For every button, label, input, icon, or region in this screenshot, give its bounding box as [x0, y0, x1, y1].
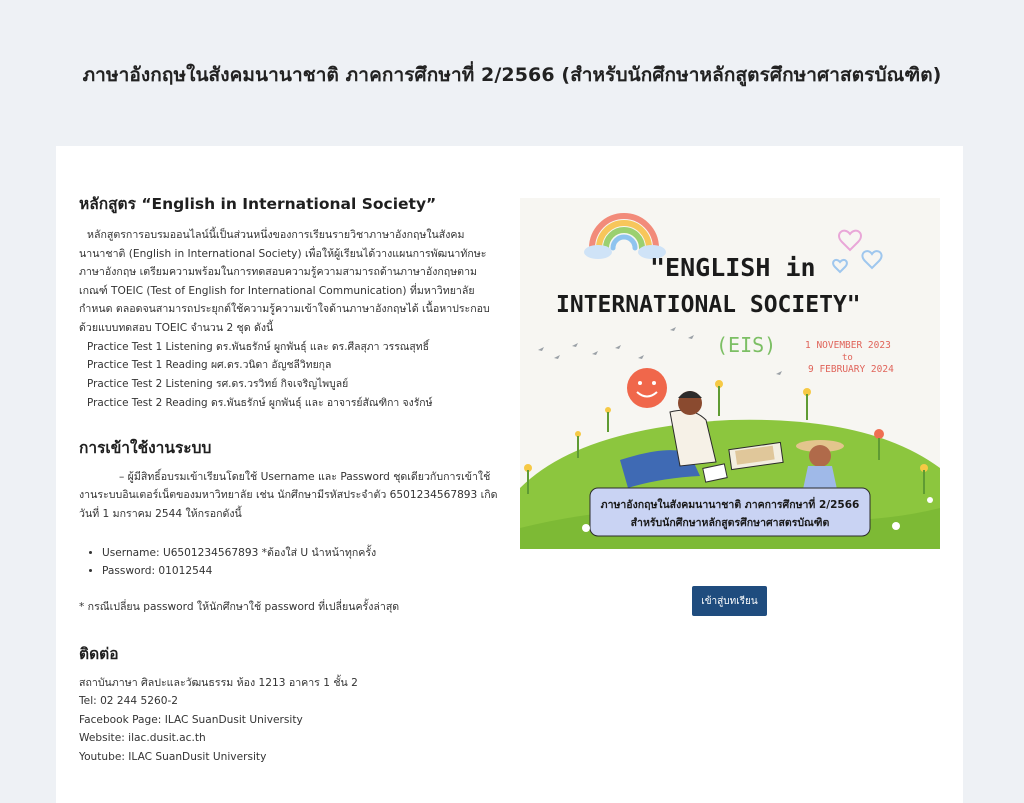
practice-test-list	[79, 338, 499, 413]
intro-line: นานาชาติ (English in International Society) เพื่อให้ผู้เรียนได้วางแผนการพัฒนาทักษะ	[79, 247, 487, 260]
main-content	[56, 146, 963, 803]
right-gutter	[963, 146, 1024, 803]
course-poster	[520, 198, 940, 549]
access-heading: การเข้าใช้งานระบบ	[79, 438, 212, 457]
page-header	[0, 0, 1024, 146]
access-instructions	[79, 468, 499, 524]
intro-line: ภาษาอังกฤษ เตรียมความพร้อมในการทดสอบความรู้ความสามารถด้านภาษาอังกฤษตาม	[79, 266, 477, 279]
enter-lesson-button[interactable]: เข้าสู่บทเรียน	[692, 586, 767, 616]
contact-tel: Tel: 02 244 5260-2	[79, 695, 179, 708]
password-example: • Password: 01012544	[102, 562, 499, 581]
course-heading: หลักสูตร “English in International Society”	[79, 195, 437, 213]
credentials-list	[79, 544, 499, 581]
course-intro	[79, 226, 499, 338]
smiley-sun-icon	[627, 368, 667, 408]
intro-line: หลักสูตรการอบรมออนไลน์นี้เป็นส่วนหนึ่งของการเรียนรายวิชาภาษาอังกฤษในสังคม	[87, 229, 465, 241]
contact-facebook: Facebook Page: ILAC SuanDusit University	[79, 713, 303, 726]
poster-title-line2: INTERNATIONAL SOCIETY"	[556, 292, 861, 318]
username-example: • Username: U6501234567893 *ต้องใส่ U นำหน้าทุกครั้ง	[102, 544, 499, 563]
practice-test-item: Practice Test 1 Listening ดร.พันธรักษ์ ผูกพันธุ์ และ ดร.ศีลสุภา วรรณสุทธิ์	[87, 340, 429, 353]
poster-caption-line2: สำหรับนักศึกษาหลักสูตรศึกษาศาสตรบัณฑิต	[630, 517, 830, 529]
poster-abbr: (EIS)	[716, 333, 777, 357]
intro-line: ด้วยแบบทดสอบ TOEIC จำนวน 2 ชุด ดังนี้	[79, 321, 274, 334]
password-note: * กรณีเปลี่ยน password ให้นักศึกษาใช้ password ที่เปลี่ยนครั้งล่าสุด	[79, 600, 400, 613]
poster-title-line1: "ENGLISH in	[650, 253, 816, 282]
poster-caption-line1: ภาษาอังกฤษในสังคมนานาชาติ ภาคการศึกษาที่ 2/2566	[600, 499, 860, 511]
poster-caption	[590, 488, 870, 536]
course-info-column	[79, 191, 499, 767]
poster-date-to: to	[842, 353, 853, 363]
contact-address: สถาบันภาษา ศิลปะและวัฒนธรรม ห้อง 1213 อาคาร 1 ชั้น 2	[79, 676, 358, 689]
page-title: ภาษาอังกฤษในสังคมนานาชาติ ภาคการศึกษาที่ 2/2566 (สำหรับนักศึกษาหลักสูตรศึกษาศาสตรบัณฑิต)	[82, 64, 942, 86]
practice-test-item: Practice Test 1 Reading ผศ.ดร.วนิดา อัญชลีวิทยกุล	[87, 359, 332, 372]
access-line: – ผู้มีสิทธิ์อบรมเข้าเรียนโดยใช้ Username และ Password ชุดเดียวกับการเข้าใช้	[119, 470, 491, 483]
intro-line: กำหนด ตลอดจนสามารถประยุกต์ใช้ความรู้ความเข้าใจด้านภาษาอังกฤษได้ เนื้อหาประกอบ	[79, 303, 490, 316]
practice-test-item: Practice Test 2 Reading ดร.พันธรักษ์ ผูกพันธุ์ และ อาจารย์สัณฑิกา จงรักษ์	[87, 396, 433, 409]
poster-illustration	[520, 198, 940, 549]
left-gutter	[0, 146, 56, 803]
access-line: วันที่ 1 มกราคม 2544 ให้กรอกดังนี้	[79, 507, 242, 520]
contact-youtube: Youtube: ILAC SuanDusit University	[79, 750, 267, 763]
contact-website: Website: ilac.dusit.ac.th	[79, 732, 206, 745]
intro-line: เกณฑ์ TOEIC (Test of English for International Communication) ที่มหาวิทยาลัย	[79, 284, 475, 297]
practice-test-item: Practice Test 2 Listening รศ.ดร.วรวิทย์ กิจเจริญไพบูลย์	[87, 378, 349, 391]
access-line: งานระบบอินเตอร์เน็ตของมหาวิทยาลัย เช่น นักศึกษามีรหัสประจำตัว 6501234567893 เกิด	[79, 489, 498, 502]
poster-date-start: 1 NOVEMBER 2023	[805, 340, 891, 351]
contact-info	[79, 674, 499, 767]
poster-date-end: 9 FEBRUARY 2024	[808, 364, 894, 375]
contact-heading: ติดต่อ	[79, 644, 119, 663]
